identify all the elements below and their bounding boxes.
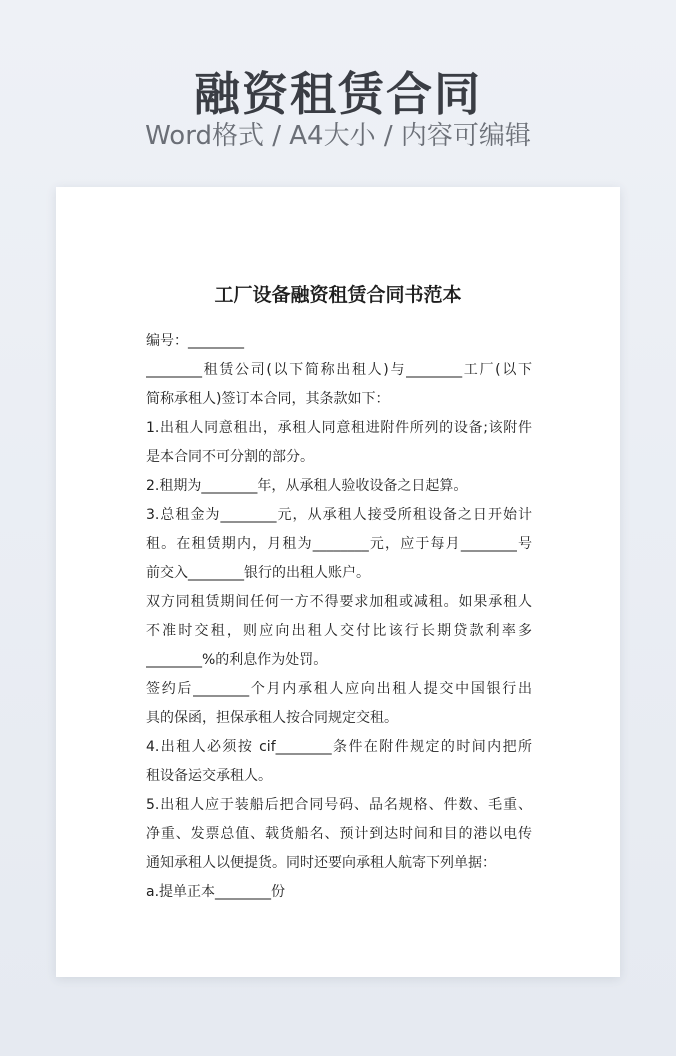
document-line: 3.总租金为________元，从承租人接受所租设备之日开始计 [146,507,532,523]
document-line: 5.出租人应于装船后把合同号码、品名规格、件数、毛重、 [146,797,532,813]
document-line: 签约后________个月内承租人应向出租人提交中国银行出 [146,681,532,697]
document-line: 租设备运交承租人。 [146,768,272,784]
document-line: 是本合同不可分割的部分。 [146,449,314,465]
document-line: 租。在租赁期内，月租为________元，应于每月________号 [146,536,532,552]
document-line: 前交入________银行的出租人账户。 [146,565,370,581]
banner-subtitle: Word格式 / A4大小 / 内容可编辑 [145,121,531,151]
document-line: ________%的利息作为处罚。 [146,652,328,668]
document-line: 2.租期为________年，从承租人验收设备之日起算。 [146,478,468,494]
document-line: 4.出租人必须按 cif________条件在附件规定的时间内把所 [146,739,532,755]
document-line: 简称承租人)签订本合同，其条款如下： [146,391,390,407]
document-line: 1.出租人同意租出，承租人同意租进附件所列的设备;该附件 [146,420,532,436]
document-title: 工厂设备融资租赁合同书范本 [214,284,462,306]
document-body [146,327,532,907]
document-page [56,187,620,977]
document-line: a.提单正本________份 [146,884,286,900]
document-line: 编号：________ [146,333,244,349]
document-line: ________租赁公司(以下简称出租人)与________工厂(以下 [146,362,532,378]
banner-title: 融资租赁合同 [194,67,482,121]
document-line: 具的保函，担保承租人按合同规定交租。 [146,710,398,726]
document-line: 通知承租人以便提货。同时还要向承租人航寄下列单据： [146,855,496,871]
document-line: 双方同租赁期间任何一方不得要求加租或减租。如果承租人 [146,594,532,610]
banner [0,0,676,180]
document-line: 净重、发票总值、载货船名、预计到达时间和目的港以电传 [146,826,532,842]
document-line: 不准时交租，则应向出租人交付比该行长期贷款利率多 [146,623,532,639]
